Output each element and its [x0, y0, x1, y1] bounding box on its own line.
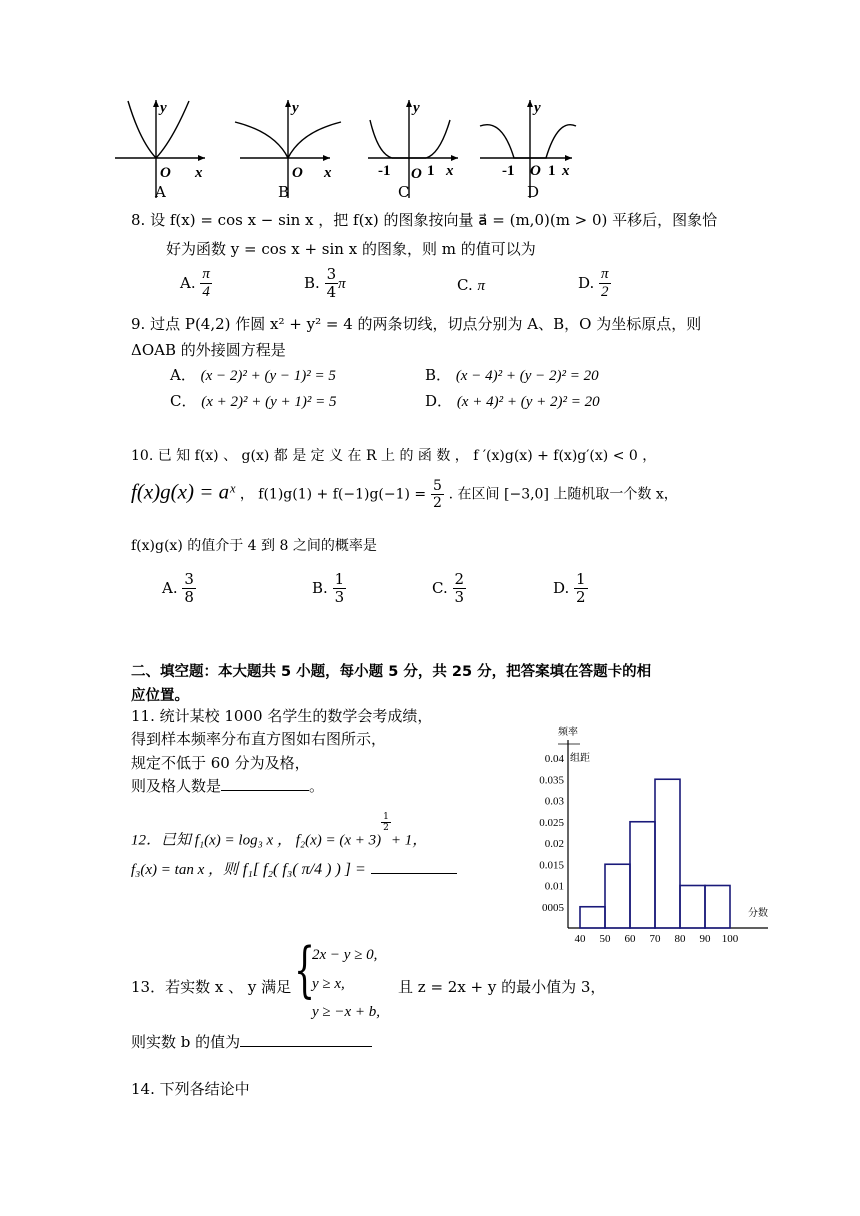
x-tick-label: 90 [699, 933, 711, 945]
q8-option-b-label: B. [304, 273, 320, 292]
q9-option-c-eq: (x + 2)² + (y + 1)² = 5 [201, 394, 337, 410]
q10-line2-b: . 在区间 [−3,0] 上随机取一个数 x， [448, 486, 678, 503]
section2-heading-line1: 二、填空题：本大题共 5 小题，每小题 5 分，共 25 分，把答案填在答题卡的相 [131, 664, 652, 680]
graph-d-x: x [562, 163, 570, 179]
graph-a-x: x [195, 165, 203, 181]
y-tick-label: 0.02 [544, 838, 564, 850]
q14-line1: 14. 下列各结论中 [131, 1080, 250, 1098]
q11-line4-text: 则及格人数是 [131, 777, 222, 795]
frequency-histogram [518, 718, 778, 950]
q12-answer-blank[interactable] [371, 859, 457, 874]
graph-a-o: O [160, 165, 171, 181]
q8-option-a-label: A. [180, 273, 196, 292]
q10-option-c-label: C. [432, 578, 448, 597]
q9-option-a-eq: (x − 2)² + (y − 1)² = 5 [200, 368, 336, 384]
q8-option-a[interactable] [180, 266, 212, 302]
graph-label-d: D [527, 183, 540, 201]
graph-c-x: x [446, 163, 454, 179]
q13-sys-3: y ≥ −x + b, [312, 1004, 381, 1020]
q10-eq-big: f(x)g(x) = aˣ [131, 479, 236, 504]
x-tick-label: 60 [624, 933, 636, 945]
q8-option-b-frac: $\frac{3}{4}$ [326, 265, 337, 302]
q9-option-b-eq: (x − 4)² + (y − 2)² = 20 [455, 368, 599, 384]
q9-option-d-label: D． [425, 392, 453, 410]
y-tick-label: 0.03 [544, 795, 564, 808]
q13-pre: 13．若实数 x 、 y 满足 [131, 978, 292, 996]
graph-label-a: A [155, 183, 166, 201]
graph-b-x: x [324, 165, 332, 181]
graph-label-c: C [398, 183, 410, 201]
q13-line2 [131, 1031, 372, 1052]
graph-label-b: B [278, 183, 290, 201]
q8-option-b[interactable] [304, 266, 346, 302]
q10-line3: f(x)g(x) 的值介于 4 到 8 之间的概率是 [131, 538, 377, 554]
y-tick-label: 0.015 [539, 859, 564, 872]
option-graphs [110, 96, 590, 204]
q11-line1: 11. 统计某校 1000 名学生的数学会考成绩， [131, 707, 433, 725]
histogram-bar [630, 822, 655, 928]
histogram-bar [705, 886, 730, 929]
graph-c-y: y [413, 100, 420, 116]
q13-brace: { [294, 935, 316, 1005]
q8-line2: 好为函数 y = cos x + sin x 的图象，则 m 的值可以为 [166, 240, 536, 258]
histogram-bar [680, 886, 705, 929]
y-tick-label: 0.035 [539, 774, 564, 787]
q13-answer-blank[interactable] [240, 1032, 372, 1047]
q10-line1: 10. 已 知 f(x) 、 g(x) 都 是 定 义 在 R 上 的 函 数 ， f ′(x)g(x) + f(x)g′(x) < 0 ， [131, 448, 657, 464]
q10-option-a-frac: $\frac{3}{8}$ [184, 570, 194, 607]
y-axis-label-bottom: 组距 [570, 753, 590, 764]
q9-option-d[interactable] [425, 390, 600, 411]
histogram-bar [580, 907, 605, 928]
q11-line3: 规定不低于 60 分为及格， [131, 754, 310, 772]
q12-line1-text: 12．已知 f₁(x) = log₃ x ， f₂(x) = (x + 3) [131, 832, 382, 849]
q9-option-c[interactable] [170, 390, 337, 411]
q11-line2: 得到样本频率分布直方图如右图所示， [131, 730, 387, 748]
graph-c-neg: -1 [378, 163, 391, 179]
q8-option-d[interactable] [578, 266, 611, 302]
q10-option-b-label: B. [312, 578, 328, 597]
histogram-bar [655, 779, 680, 928]
q11-answer-blank[interactable] [221, 776, 309, 791]
y-tick-label: 0.01 [544, 880, 564, 893]
graph-d-pos: 1 [548, 163, 556, 179]
q11-line4 [131, 775, 324, 796]
histogram-bar [605, 864, 630, 928]
graph-d-y: y [534, 100, 541, 116]
q10-line2-a: ， f(1)g(1) + f(−1)g(−1) = [239, 486, 427, 503]
q10-option-d[interactable] [553, 571, 588, 607]
section2-heading-line2: 应位置。 [131, 688, 189, 704]
q9-option-b-label: B． [425, 366, 452, 384]
q8-option-b-pi: π [338, 275, 346, 292]
q8-option-a-frac: $\frac{\pi}{4}$ [202, 266, 210, 301]
q10-option-a[interactable] [162, 571, 196, 607]
y-tick-label: 0.04 [544, 753, 564, 765]
q9-option-c-label: C． [170, 392, 197, 410]
q10-option-c-frac: $\frac{2}{3}$ [454, 570, 465, 607]
q9-option-a-label: A． [170, 366, 196, 384]
q10-line2 [131, 478, 678, 511]
q12-line2 [131, 858, 457, 879]
q8-option-c[interactable] [457, 276, 485, 295]
graph-c-pos: 1 [427, 163, 435, 179]
q12-line1 [131, 812, 427, 849]
q10-option-a-label: A. [162, 578, 178, 597]
q13-line2-text: 则实数 b 的值为 [131, 1033, 241, 1051]
x-tick-label: 40 [574, 933, 586, 945]
graph-c [368, 100, 458, 198]
q13-line1 [131, 976, 291, 997]
graph-c-o: O [411, 166, 422, 182]
q10-option-d-frac: $\frac{1}{2}$ [576, 570, 586, 607]
q9-line2: ΔOAB 的外接圆方程是 [131, 341, 286, 359]
x-tick-label: 80 [674, 933, 686, 945]
x-tick-label: 70 [649, 933, 661, 945]
q12-line2-text: f₃(x) = tan x ，则 [131, 862, 238, 878]
q13-sys-1: 2x − y ≥ 0, [312, 947, 378, 963]
q10-option-c[interactable] [432, 571, 466, 607]
q8-option-c-label: C. [457, 276, 473, 294]
q8-line1: 8. 设 f(x) = cos x − sin x ，把 f(x) 的图象按向量 a⃗ = (m,0)(m > 0) 平移后，图象恰 [131, 211, 718, 229]
x-tick-label: 100 [721, 933, 739, 945]
q13-post: 且 z = 2x + y 的最小值为 3， [398, 978, 606, 996]
x-tick-label: 50 [599, 933, 611, 945]
graph-d-neg: -1 [502, 163, 515, 179]
q10-option-d-label: D. [553, 578, 570, 597]
q8-option-c-val: π [477, 278, 486, 294]
q9-option-d-eq: (x + 4)² + (y + 2)² = 20 [456, 394, 600, 410]
q8-option-d-frac: $\frac{\pi}{2}$ [601, 266, 609, 301]
q8-option-d-label: D. [578, 273, 595, 292]
graph-a-y: y [160, 100, 167, 116]
q12-exponent: $\frac{1}{2}$ [383, 812, 389, 834]
q12-line1-end: + 1， [390, 832, 428, 849]
q9-option-a[interactable] [170, 364, 336, 385]
graph-d-o: O [530, 163, 541, 179]
y-axis-label-top: 频率 [558, 727, 578, 738]
q12-line2-expr: f₁[ f₂( f₃( π/4 ) ) ] = [242, 861, 366, 878]
graph-b-o: O [292, 165, 303, 181]
q11-line4-end: 。 [309, 777, 325, 795]
y-tick-label: 0.025 [539, 816, 564, 829]
q10-option-b-frac: $\frac{1}{3}$ [334, 570, 345, 607]
q10-line2-frac: $\frac{5}{2}$ [432, 478, 442, 512]
q13-sys-2: y ≥ x, [312, 976, 345, 992]
q9-option-b[interactable] [425, 364, 599, 385]
graph-b-y: y [292, 100, 299, 116]
x-axis-label: 分数 [748, 908, 768, 919]
y-tick-label: 0005 [542, 901, 564, 914]
q9-line1: 9. 过点 P(4,2) 作圆 x² + y² = 4 的两条切线，切点分别为 A、B，O 为坐标原点，则 [131, 315, 702, 333]
q10-option-b[interactable] [312, 571, 346, 607]
